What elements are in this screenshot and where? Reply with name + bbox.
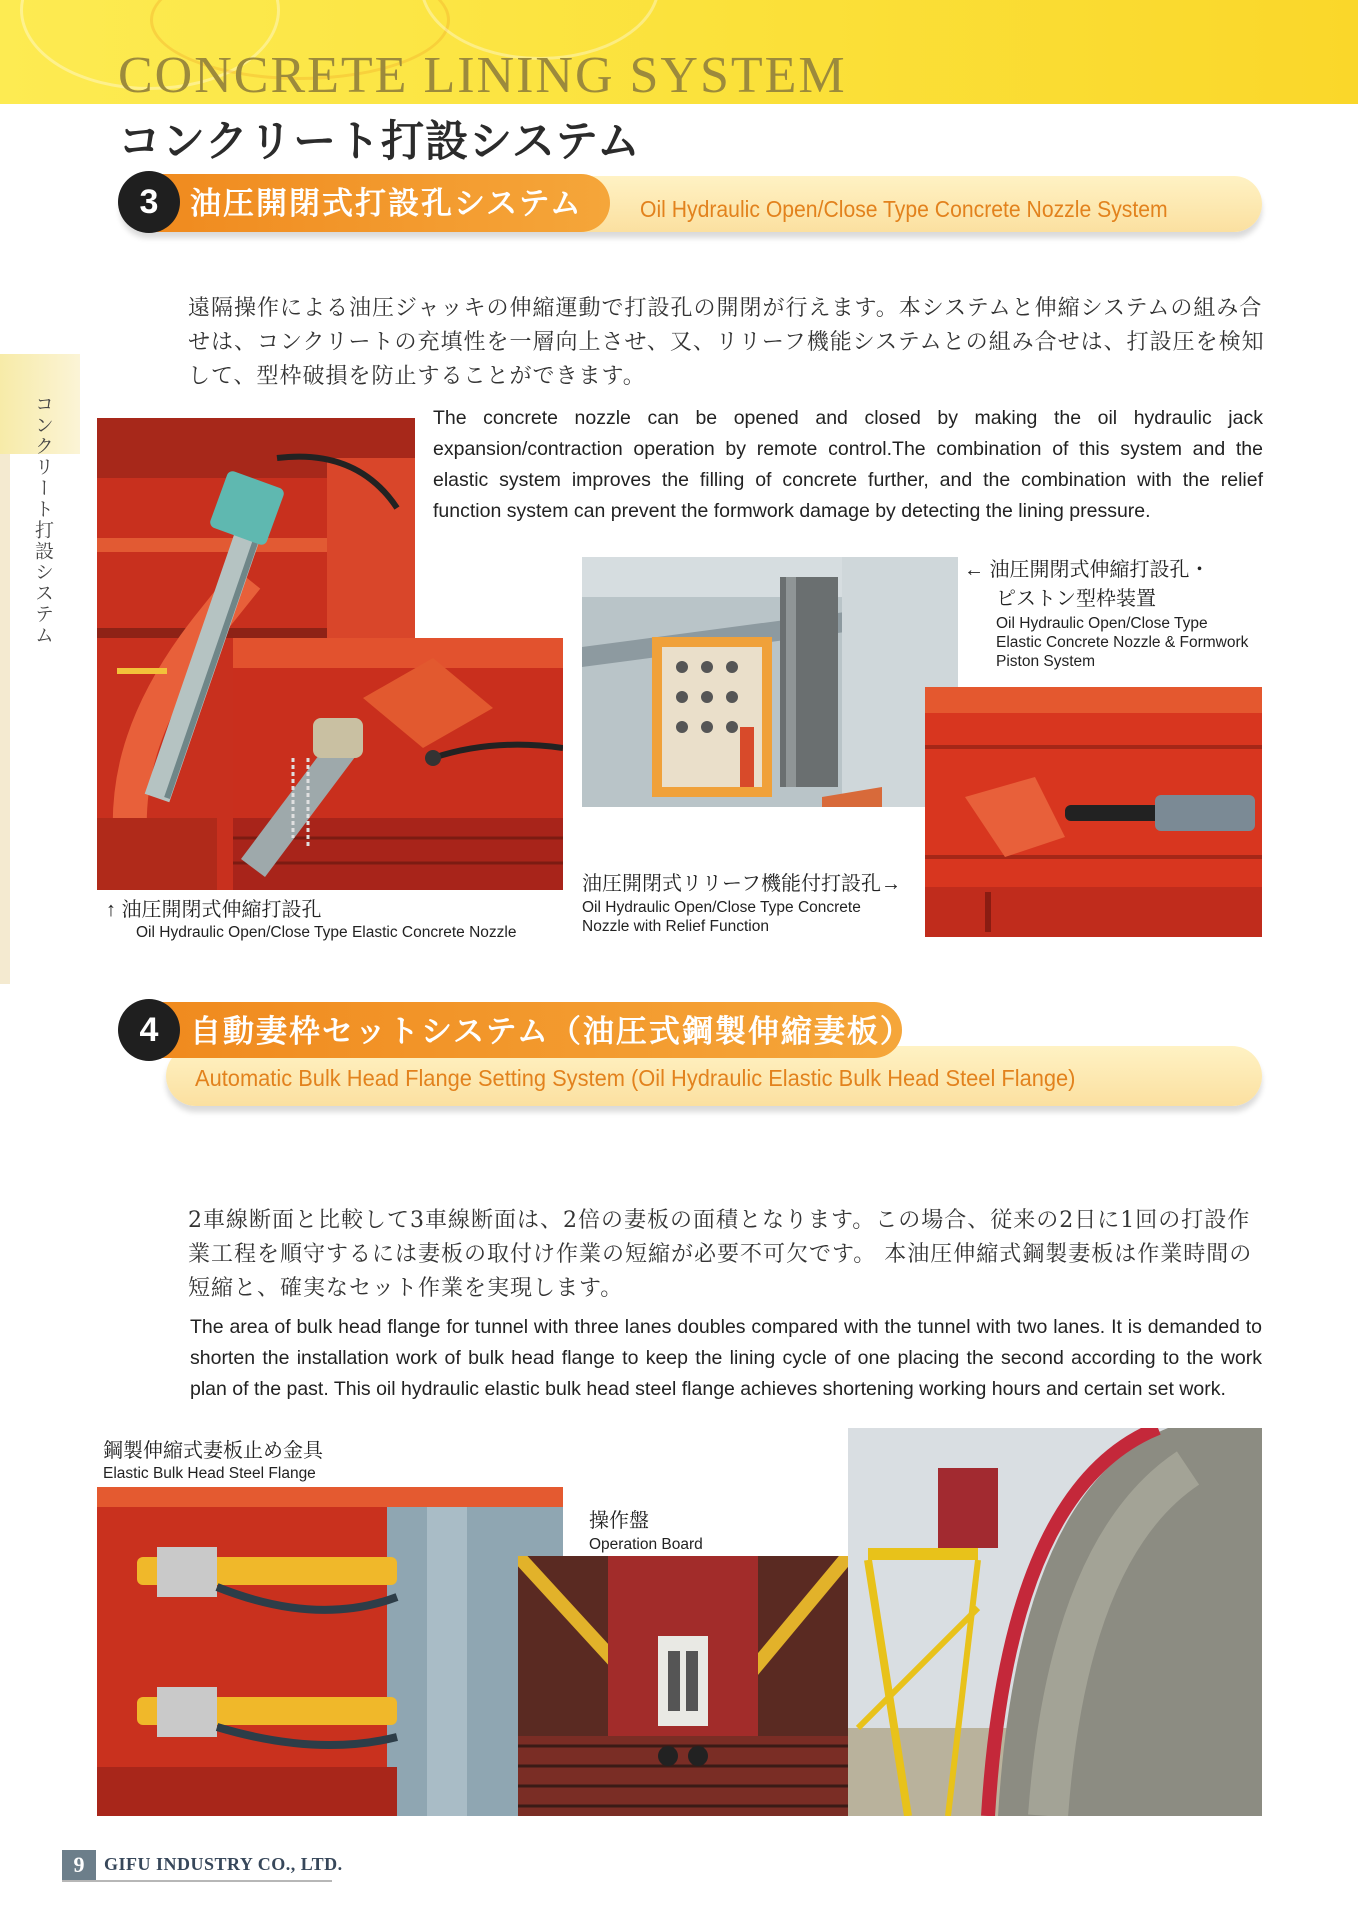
page-title-jp: コンクリート打設システム [118,118,641,166]
photo-nozzle-chains [233,638,563,890]
caption-operation-board-jp: 操作盤 [589,1510,649,1532]
section3-body-jp: 遠隔操作による油圧ジャッキの伸縮運動で打設孔の開閉が行えます。本システムと伸縮システムの組み合せは、コンクリートの充填性を一層向上させ、又、リリーフ機能システムとの組み合せは、打設圧を検知して、型枠破損を防止することができます。 [188,296,1265,389]
photo-steel-flange-cylinders [97,1487,563,1816]
caption-middle-jp: 油圧開閉式リリーフ機能付打設孔→ [582,873,901,895]
caption-operation-board-en: Operation Board [589,1536,703,1553]
caption-right-en-2: Elastic Concrete Nozzle & Formwork [996,634,1249,651]
section4-title-jp: 自動妻枠セットシステム（油圧式鋼製伸縮妻板） [190,1014,913,1049]
company-name: GIFU INDUSTRY CO., LTD. [104,1854,343,1874]
photo-control-panel-nozzle [582,557,958,807]
caption-right-en-1: Oil Hydraulic Open/Close Type [996,615,1208,632]
section4-number: 4 [118,999,180,1061]
section4-body-jp: 2車線断面と比較して3車線断面は、2倍の妻板の面積となります。この場合、従来の2日に1回の打設作業工程を順守するには妻板の取付け作業の短縮が必要不可欠です。 本油圧伸縮式鋼製妻板は作業時間の短縮と、確実なセット作業を実現します。 [188,1208,1253,1301]
section3-title-jp: 油圧開閉式打設孔システム [190,186,583,221]
photo-operation-board [518,1556,848,1816]
footer [62,1850,343,1882]
page-number: 9 [62,1850,96,1880]
section4-title-en: Automatic Bulk Head Flange Setting System (Oil Hydraulic Elastic Bulk Head Steel Flange) [195,1065,1076,1091]
caption-left-jp: ↑ 油圧開閉式伸縮打設孔 [106,899,322,921]
caption-left-en: Oil Hydraulic Open/Close Type Elastic Concrete Nozzle [136,924,517,941]
section3-title-en: Oil Hydraulic Open/Close Type Concrete Nozzle System [640,196,1168,222]
caption-right-jp-1: ← 油圧開閉式伸縮打設孔・ [964,559,1210,581]
caption-steel-flange-en: Elastic Bulk Head Steel Flange [103,1465,316,1482]
caption-right-jp-2: ピストン型枠装置 [996,588,1156,610]
section4-body-en: The area of bulk head flange for tunnel with three lanes doubles compared with the tunnel with two lanes. It is demanded to shorten the installation work of bulk head flange to keep the lining cycle of one placing the second according to the work plan of the past. This oil hydraulic elastic bulk head steel flange achieves shortening working hours and certain set work. [190,1316,1262,1400]
caption-middle-en-1: Oil Hydraulic Open/Close Type Concrete [582,899,861,916]
caption-steel-flange-jp: 鋼製伸縮式妻板止め金具 [103,1440,323,1462]
section3-number: 3 [118,171,180,233]
section3-body-en: The concrete nozzle can be opened and closed by making the oil hydraulic jack expansion/contraction operation by remote control.The combination of this system and the elastic system improves the filling of concrete further, and the combination with the relief function system can prevent the formwork damage by detecting the lining pressure. [433,407,1263,522]
photo-tunnel-form-overview [848,1428,1262,1816]
caption-right-en-3: Piston System [996,653,1096,670]
side-tab-label: コンクリート打設システム [32,394,53,646]
page-title-en: CONCRETE LINING SYSTEM [118,47,847,104]
caption-middle-en-2: Nozzle with Relief Function [582,918,769,935]
photo-piston-formwork [925,687,1262,937]
